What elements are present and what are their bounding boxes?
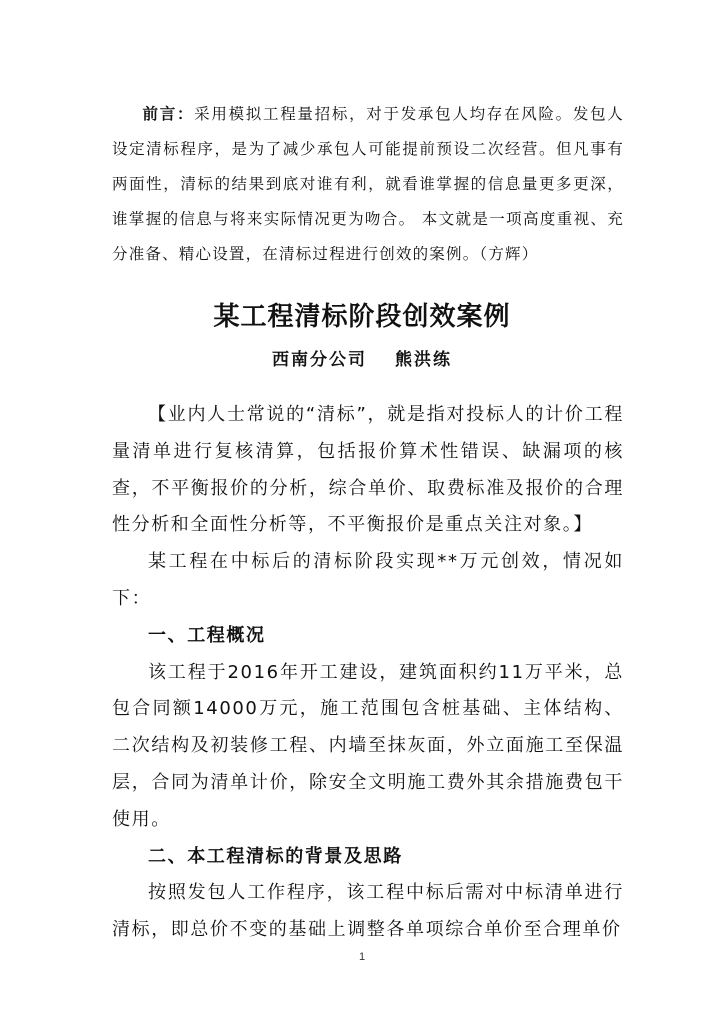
- preface-text: 采用模拟工程量招标，对于发承包人均存在风险。发包人设定清标程序，是为了减少承包人可能提前预设二次经营。但凡事有两面性，清标的结果到底对谁有利，就看谁掌握的信息量更多更深，谁掌握的信息与将来实际情况更为吻合。 本文就是一项高度重视、充分准备、精心设置，在清标过程进行创效的案例。（方辉）: [112, 105, 624, 263]
- page-number: 1: [358, 951, 366, 963]
- intro-paragraph: 【业内人士常说的“清标”，就是指对投标人的计价工程量清单进行复核清算，包括报价算术性错误、缺漏项的核查，不平衡报价的分析，综合单价、取费标准及报价的合理性分析和全面性分析等，不平衡报价是重点关注对象。】: [112, 404, 624, 536]
- section-1-heading: 一、工程概况: [148, 624, 266, 646]
- author-company: 西南分公司: [272, 350, 367, 370]
- preface-label: 前言：: [142, 104, 195, 123]
- summary-paragraph: 某工程在中标后的清标阶段实现**万元创效，情况如下：: [112, 551, 624, 609]
- section-1-paragraph: 该工程于2016年开工建设，建筑面积约11万平米，总包合同额14000万元，施工范围包含桩基础、主体结构、二次结构及初装修工程、内墙至抹灰面，外立面施工至保温层，合同为清单计价，除安全文明施工费外其余措施费包干使用。: [112, 661, 624, 830]
- article-body: [112, 397, 624, 949]
- section-2-heading: 二、本工程清标的背景及思路: [148, 845, 403, 867]
- preface-paragraph: [112, 96, 624, 272]
- author-line: [0, 345, 724, 370]
- page-title: 某工程清标阶段创效案例: [213, 302, 511, 332]
- section-2-paragraph: 按照发包人工作程序，该工程中标后需对中标清单进行清标，即总价不变的基础上调整各单项综合单价至合理单价: [112, 882, 624, 941]
- author-name: 熊洪练: [395, 350, 452, 370]
